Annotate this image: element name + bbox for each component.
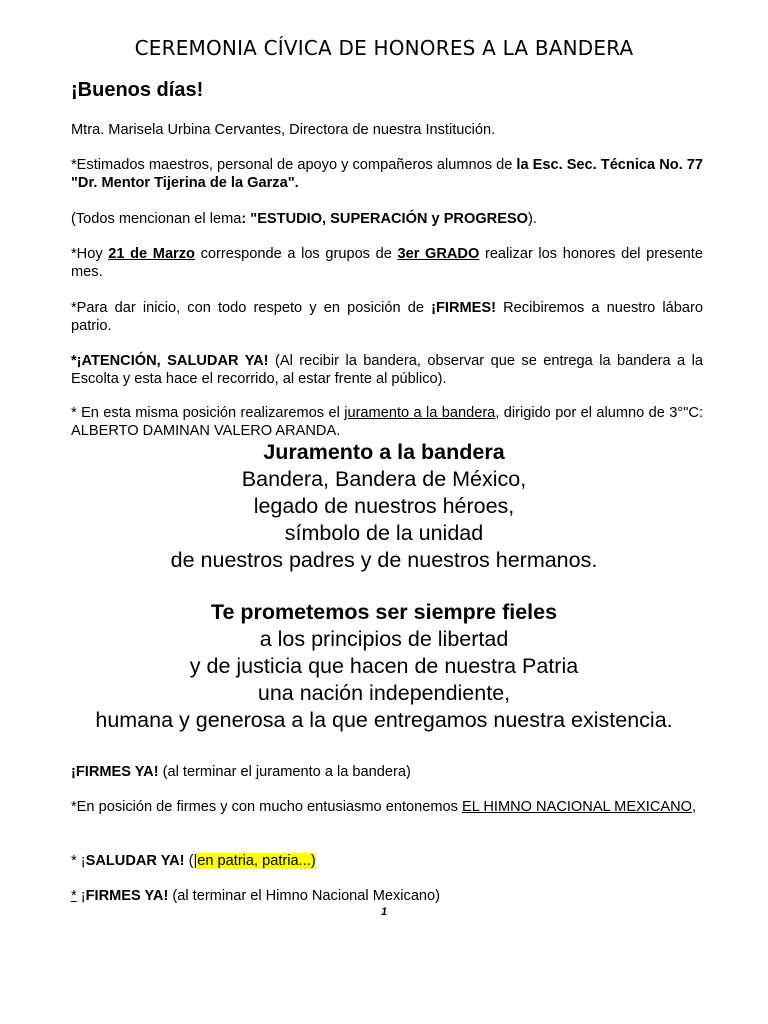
final-firmes-command: FIRMES YA! [85, 888, 169, 904]
oath-stanza-1 [0, 439, 768, 574]
anthem-name: EL HIMNO NACIONAL MEXICANO [462, 799, 693, 815]
document-title: CEREMONIA CÍVICA DE HONORES A LA BANDERA [134, 36, 634, 60]
firmes-command: ¡FIRMES! [431, 300, 497, 316]
anthem-intro: *En posición de firmes y con mucho entusiasmo entonemos [71, 799, 462, 815]
anthem-comma: , [692, 799, 697, 815]
oath-stanza-2 [0, 599, 768, 734]
audience-text: *Estimados maestros, personal de apoyo y compañeros alumnos de [71, 157, 517, 173]
paragraph-oath-intro [71, 404, 703, 440]
paragraph-anthem [71, 798, 703, 816]
school-name: la Esc. Sec. Técnica No. 77 "Dr. Mentor Tijerina de la Garza". [71, 157, 703, 191]
paragraph-start [71, 299, 703, 335]
start-end: Recibiremos a nuestro lábaro patrio. [71, 300, 704, 334]
salute-prefix: * ¡ [71, 853, 86, 869]
date-end: realizar los honores del presente mes. [71, 246, 703, 280]
firmes-note: (al terminar el juramento a la bandera) [158, 764, 411, 780]
ceremony-date: 21 de Marzo [108, 246, 195, 262]
paragraph-attention [71, 352, 703, 388]
firmes-ya-command: ¡FIRMES YA! [71, 764, 159, 780]
oath-line: humana y generosa a la que entregamos nuestra existencia. [95, 708, 673, 732]
final-asterisk: * [71, 888, 77, 904]
oath-line: símbolo de la unidad [284, 521, 484, 545]
oath-promise-heading: Te prometemos ser siempre fieles [210, 600, 558, 624]
motto-intro: (Todos mencionan el lema [71, 211, 242, 227]
salute-command: SALUDAR YA! [85, 853, 185, 869]
paragraph-date [71, 245, 703, 281]
oath-line: una nación independiente, [257, 681, 511, 705]
paragraph-final [71, 887, 703, 905]
final-note: (al terminar el Himno Nacional Mexicano) [168, 888, 441, 904]
paragraph-motto [71, 210, 703, 228]
oath-intro-c: , dirigido por el alumno de 3°"C: ALBERTO DAMINAN VALERO ARANDA. [71, 405, 704, 439]
oath-line: a los principios de libertad [259, 627, 509, 651]
start-intro: *Para dar inicio, con todo respeto y en posición de [71, 300, 432, 316]
date-intro: *Hoy [71, 246, 109, 262]
oath-line: Bandera, Bandera de México, [241, 467, 527, 491]
oath-intro-a: * En esta misma posición realizaremos el [71, 405, 345, 421]
paragraph-director: Mtra. Marisela Urbina Cervantes, Directora de nuestra Institución. [71, 122, 496, 138]
date-mid: corresponde a los grupos de [194, 246, 398, 262]
salute-open: (| [184, 853, 198, 869]
grade-label: 3er GRADO [397, 246, 480, 262]
oath-line: y de justicia que hacen de nuestra Patria [189, 654, 579, 678]
greeting: ¡Buenos días! [71, 79, 204, 101]
paragraph-audience [71, 156, 703, 192]
attention-command: *¡ATENCIÓN, SALUDAR YA! [71, 353, 269, 369]
final-excl: ¡ [76, 888, 86, 904]
motto-text: : "ESTUDIO, SUPERACIÓN y PROGRESO [241, 211, 529, 227]
page-number: 1 [380, 906, 388, 918]
oath-intro-link-text: juramento a la bandera [344, 405, 496, 421]
paragraph-firmes [71, 763, 703, 781]
oath-line: legado de nuestros héroes, [253, 494, 515, 518]
highlighted-anthem-cue: en patria, patria...) [197, 853, 316, 869]
attention-text: (Al recibir la bandera, observar que se entrega la bandera a la Escolta y esta hace el recorrido, al estar frente al público). [71, 353, 703, 387]
motto-close: ). [528, 211, 537, 227]
oath-heading: Juramento a la bandera [263, 440, 505, 464]
paragraph-salute [71, 852, 703, 870]
oath-line: de nuestros padres y de nuestros hermanos. [170, 548, 598, 572]
